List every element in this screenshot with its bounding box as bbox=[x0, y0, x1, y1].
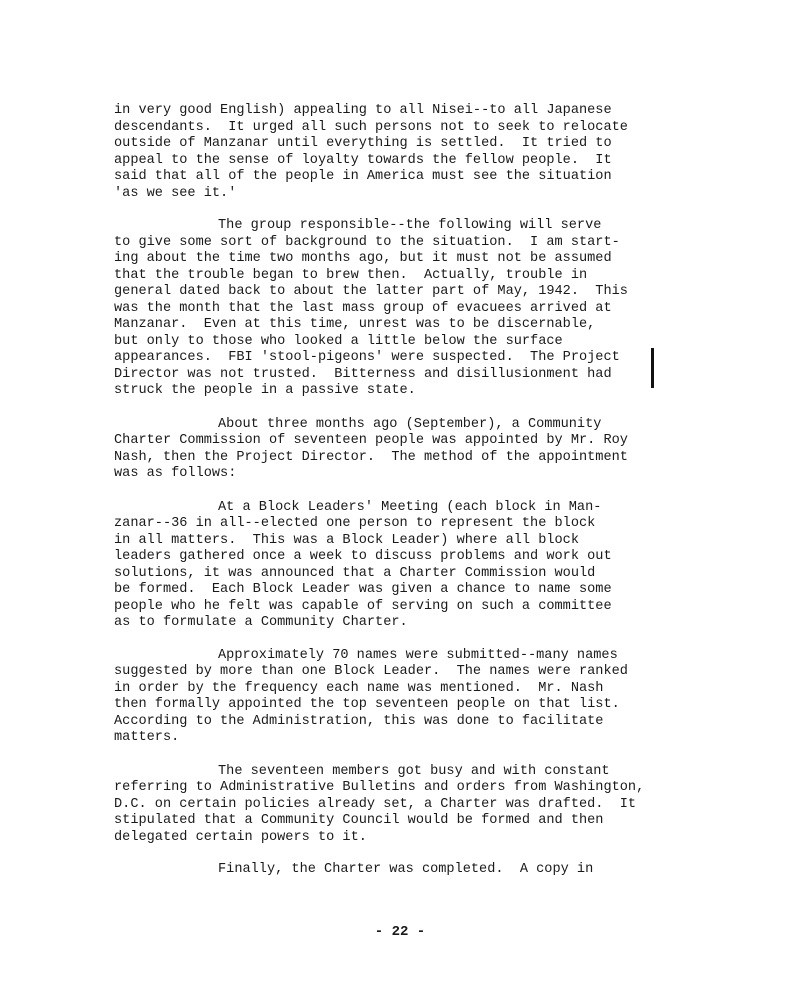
text-line: in order by the frequency each name was mentioned. Mr. Nash bbox=[114, 680, 604, 696]
text-line: then formally appointed the top seventeen people on that list. bbox=[114, 697, 620, 712]
text-line: in very good English) appealing to all Nisei--to all Japanese bbox=[114, 103, 612, 118]
text-line: D.C. on certain policies already set, a Charter was drafted. It bbox=[114, 796, 637, 812]
page-number: - 22 - bbox=[374, 924, 426, 940]
paragraph bbox=[114, 648, 674, 747]
text-line: said that all of the people in America must see the situation bbox=[114, 169, 612, 184]
text-line: Nash, then the Project Director. The method of the appointment bbox=[114, 449, 628, 465]
text-line: was as follows: bbox=[114, 466, 237, 481]
paragraph bbox=[114, 417, 674, 483]
text-line: 'as we see it.' bbox=[114, 185, 237, 201]
text-line: struck the people in a passive state. bbox=[114, 383, 416, 398]
text-line: was the month that the last mass group of evacuees arrived at bbox=[114, 300, 612, 316]
paragraph bbox=[114, 862, 674, 879]
text-line: Approximately 70 names were submitted--many names bbox=[218, 647, 618, 663]
text-line: About three months ago (September), a Community bbox=[218, 416, 602, 432]
text-line: in all matters. This was a Block Leader) where all block bbox=[114, 532, 579, 548]
paragraph bbox=[114, 764, 674, 847]
text-line: The group responsible--the following will serve bbox=[218, 218, 602, 233]
paragraph bbox=[114, 218, 674, 400]
text-line: descendants. It urged all such persons not to seek to relocate bbox=[114, 119, 628, 135]
text-line: Director was not trusted. Bitterness and disillusionment had bbox=[114, 366, 612, 382]
text-line: Charter Commission of seventeen people was appointed by Mr. Roy bbox=[114, 433, 628, 448]
text-line: that the trouble began to brew then. Actually, trouble in bbox=[114, 267, 588, 283]
text-line: matters. bbox=[114, 730, 180, 745]
text-line: Finally, the Charter was completed. A copy in bbox=[218, 862, 594, 877]
text-line: zanar--36 in all--elected one person to represent the block bbox=[114, 516, 596, 531]
text-line: to give some sort of background to the situation. I am start- bbox=[114, 234, 620, 250]
text-line: referring to Administrative Bulletins and orders from Washington, bbox=[114, 780, 645, 795]
text-line: According to the Administration, this was done to facilitate bbox=[114, 713, 604, 729]
text-line: as to formulate a Community Charter. bbox=[114, 615, 408, 630]
text-line: appearances. FBI 'stool-pigeons' were suspected. The Project bbox=[114, 350, 620, 365]
text-line: suggested by more than one Block Leader. The names were ranked bbox=[114, 664, 628, 679]
text-line: At a Block Leaders' Meeting (each block in Man- bbox=[218, 499, 602, 515]
text-line: solutions, it was announced that a Charter Commission would bbox=[114, 565, 596, 581]
text-line: stipulated that a Community Council would be formed and then bbox=[114, 813, 604, 828]
text-line: outside of Manzanar until everything is settled. It tried to bbox=[114, 136, 612, 151]
paragraph bbox=[114, 500, 674, 632]
text-line: people who he felt was capable of serving on such a committee bbox=[114, 598, 612, 614]
paragraph bbox=[114, 103, 674, 202]
text-line: be formed. Each Block Leader was given a chance to name some bbox=[114, 582, 612, 597]
text-line: leaders gathered once a week to discuss problems and work out bbox=[114, 549, 612, 564]
text-line: The seventeen members got busy and with constant bbox=[218, 763, 610, 779]
text-line: appeal to the sense of loyalty towards the fellow people. It bbox=[114, 152, 612, 168]
text-line: ing about the time two months ago, but it must not be assumed bbox=[114, 251, 612, 266]
text-line: but only to those who looked a little below the surface bbox=[114, 333, 563, 349]
text-line: general dated back to about the latter part of May, 1942. This bbox=[114, 284, 628, 299]
text-line: delegated certain powers to it. bbox=[114, 829, 367, 845]
text-line: Manzanar. Even at this time, unrest was to be discernable, bbox=[114, 317, 596, 332]
body-text bbox=[114, 103, 674, 879]
margin-mark bbox=[651, 348, 654, 388]
